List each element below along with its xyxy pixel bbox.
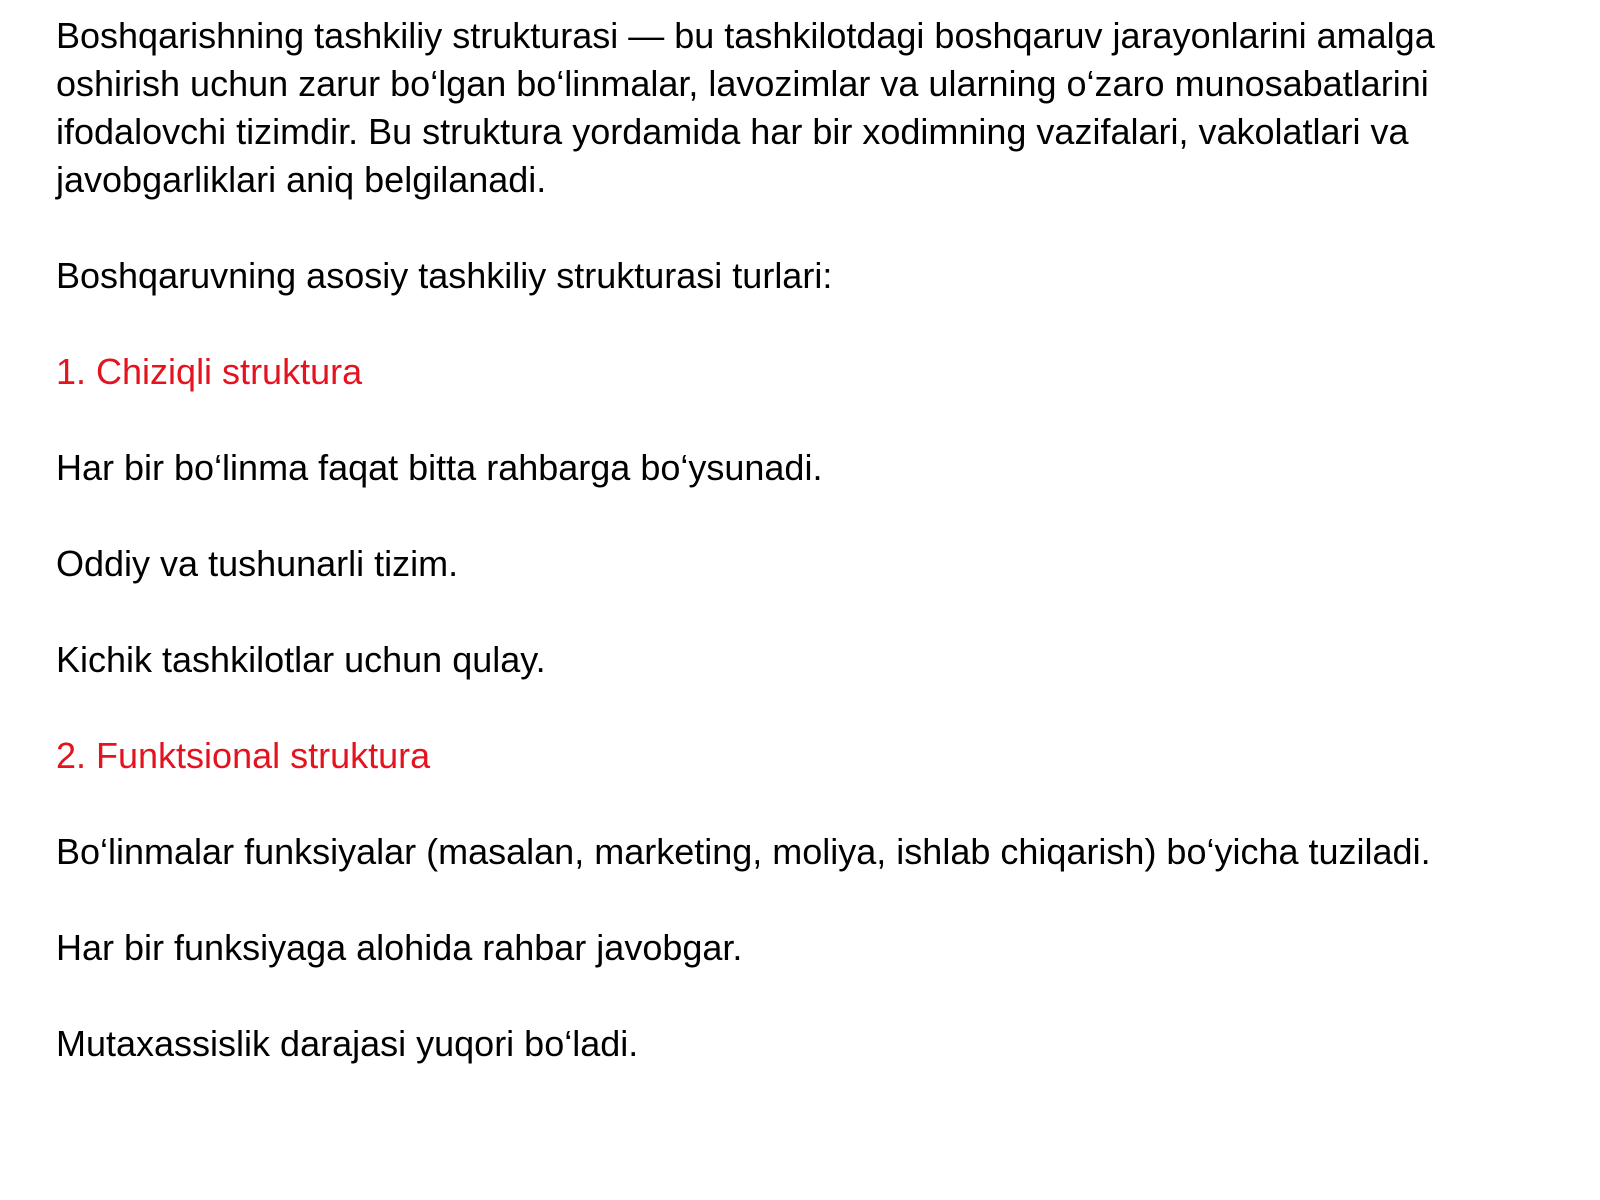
- intro-paragraph: Boshqarishning tashkiliy strukturasi — bu tashkilotdagi boshqaruv jarayonlarini amalga oshirish uchun zarur bo‘lgan bo‘linmalar, lavozimlar va ularning o‘zaro munosabatlarini ifodalovchi tizimdir. Bu struktura yordamida har bir xodimning vazifalari, vakolatlari va javobgarliklari aniq belgilanadi.: [56, 15, 1435, 200]
- section-point: Kichik tashkilotlar uchun qulay.: [56, 639, 546, 680]
- section-point: Mutaxassislik darajasi yuqori bo‘ladi.: [56, 1023, 639, 1064]
- section-point: Oddiy va tushunarli tizim.: [56, 543, 459, 584]
- section-point: Bo‘linmalar funksiyalar (masalan, marketing, moliya, ishlab chiqarish) bo‘yicha tuziladi.: [56, 831, 1431, 872]
- section-point: Har bir funksiyaga alohida rahbar javobgar.: [56, 927, 743, 968]
- section-title-linear: 1. Chiziqli struktura: [56, 351, 363, 392]
- types-heading: Boshqaruvning asosiy tashkiliy strukturasi turlari:: [56, 255, 833, 296]
- section-point: Har bir bo‘linma faqat bitta rahbarga bo‘ysunadi.: [56, 447, 823, 488]
- section-title-functional: 2. Funktsional struktura: [56, 735, 431, 776]
